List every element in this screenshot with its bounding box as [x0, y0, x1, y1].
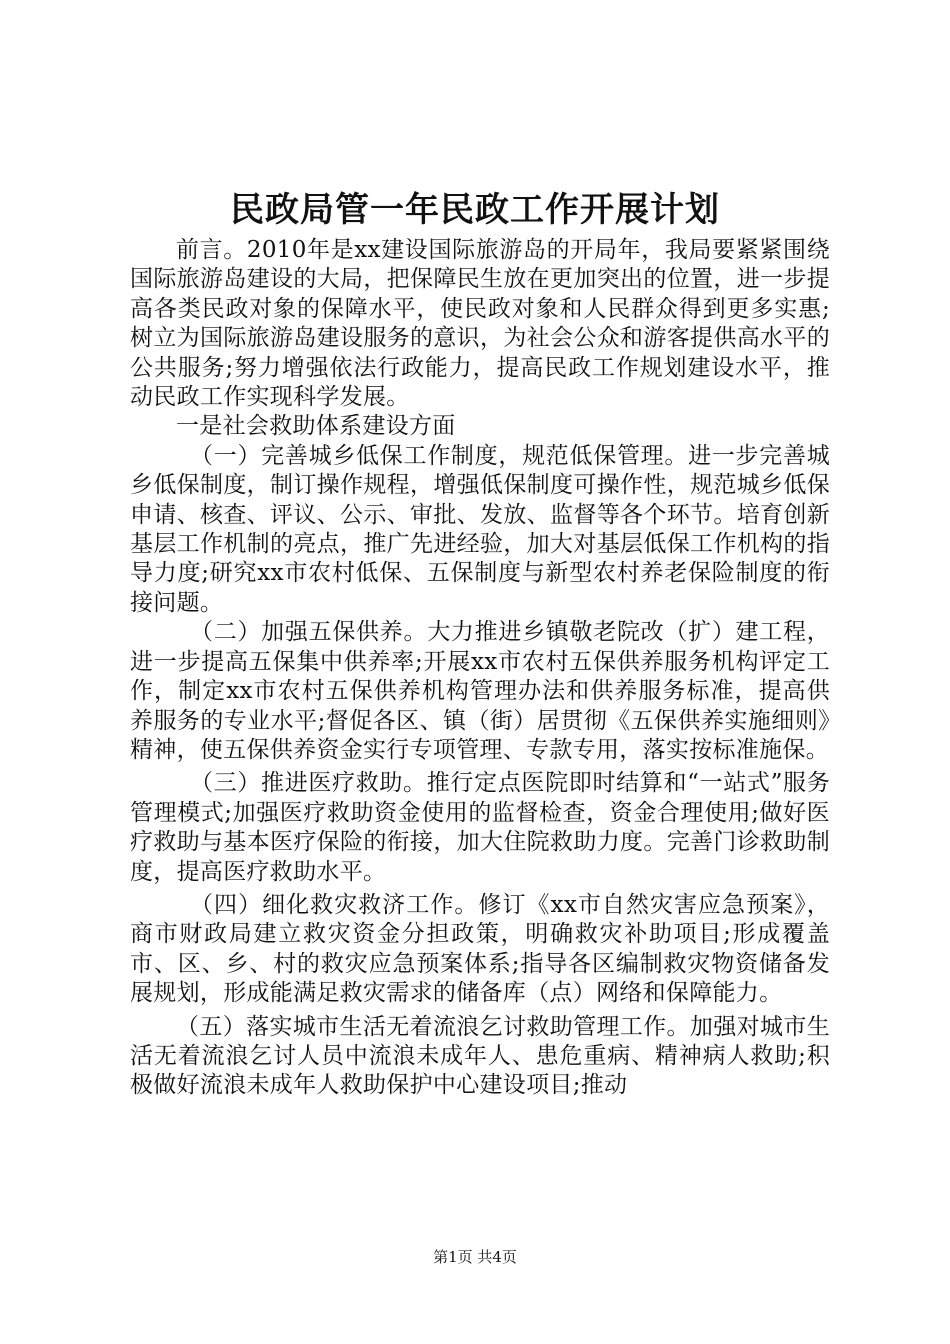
- paragraph-item-1: （一）完善城乡低保工作制度，规范低保管理。进一步完善城乡低保制度，制订操作规程，增强低保制度可操作性，规范城乡低保申请、核查、评议、公示、审批、发放、监督等各个环节。培育创新基层工作机制的亮点，推广先进经验，加大对基层低保工作机构的指导力度;研究xx市农村低保、五保制度与新型农村养老保险制度的衔接问题。: [130, 442, 830, 616]
- section-heading: 一是社会救助体系建设方面: [176, 413, 456, 440]
- paragraph-item-5: （五）落实城市生活无着流浪乞讨救助管理工作。加强对城市生活无着流浪乞讨人员中流浪未成年人、患危重病、精神病人救助;积极做好流浪未成年人救助保护中心建设项目;推动: [130, 1013, 830, 1099]
- paragraph-item-2: （二）加强五保供养。大力推进乡镇敬老院改（扩）建工程，进一步提高五保集中供养率;开展xx市农村五保供养服务机构评定工作，制定xx市农村五保供养机构管理办法和供养服务标准，提高供养服务的专业水平;督促各区、镇（街）居贯彻《五保供养实施细则》精神，使五保供养资金实行专项管理、专款专用，落实按标准施保。: [130, 619, 830, 763]
- paragraph-preface: 前言。2010年是xx建设国际旅游岛的开局年，我局要紧紧围绕国际旅游岛建设的大局，把保障民生放在更加突出的位置，进一步提高各类民政对象的保障水平，使民政对象和人民群众得到更多实惠;树立为国际旅游岛建设服务的意识，为社会公众和游客提供高水平的公共服务;努力增强依法行政能力，提高民政工作规划建设水平，推动民政工作实现科学发展。: [130, 237, 830, 411]
- document-title: 民政局管一年民政工作开展计划: [230, 190, 720, 230]
- page-number: 第1页 共4页: [433, 1248, 517, 1266]
- document-body: [130, 236, 830, 1101]
- paragraph-item-4: （四）细化救灾救济工作。修订《xx市自然灾害应急预案》，商市财政局建立救灾资金分担政策，明确救灾补助项目;形成覆盖市、区、乡、村的救灾应急预案体系;指导各区编制救灾物资储备发展规划，形成能满足救灾需求的储备库（点）网络和保障能力。: [130, 891, 830, 1007]
- paragraph-item-3: （三）推进医疗救助。推行定点医院即时结算和“一站式”服务管理模式;加强医疗救助资金使用的监督检查，资金合理使用;做好医疗救助与基本医疗保险的衔接，加大住院救助力度。完善门诊救助制度，提高医疗救助水平。: [130, 770, 830, 885]
